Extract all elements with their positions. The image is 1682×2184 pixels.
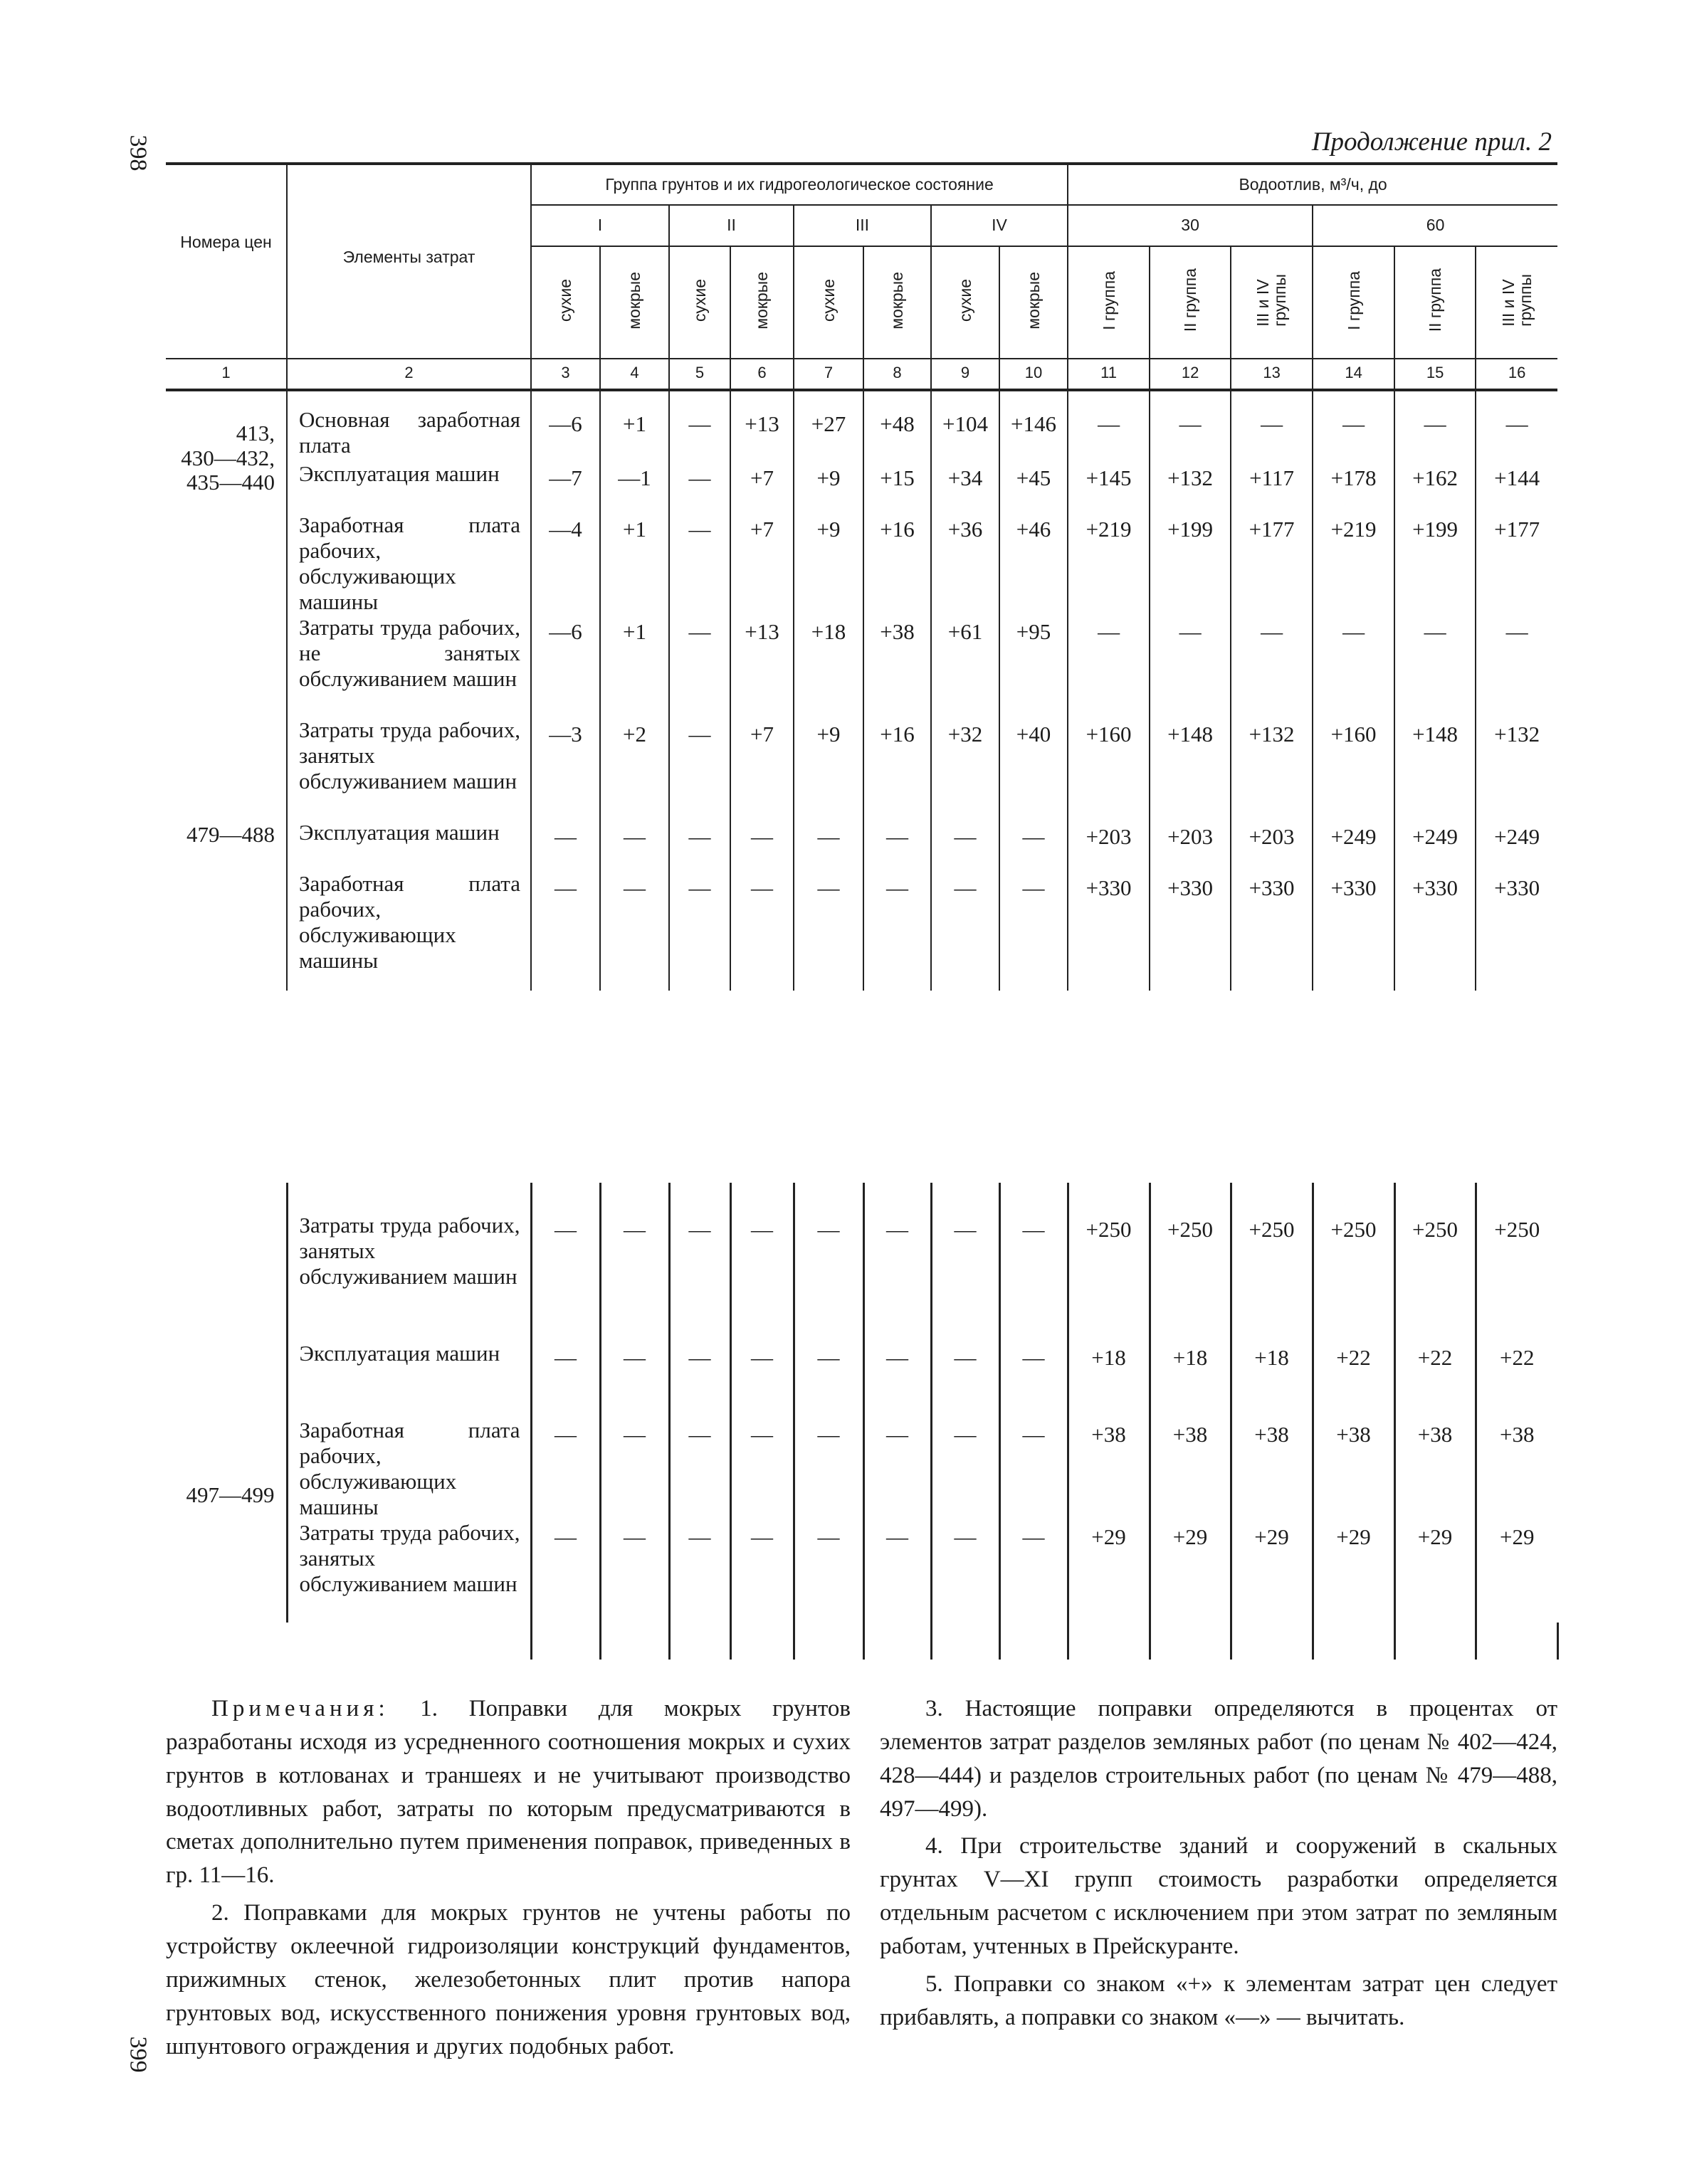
value-cell: —: [669, 1520, 730, 1623]
lower-top-spacer: [166, 1183, 1557, 1213]
spacer-cell: [669, 390, 730, 407]
value-cell: —: [1068, 615, 1150, 717]
value-cell: —: [863, 1418, 931, 1520]
value-cell: —: [1231, 615, 1313, 717]
spacer-cell: [794, 1183, 863, 1213]
value-cell: —: [794, 1213, 863, 1341]
value-cell: +38: [863, 615, 931, 717]
value-cell: —: [1476, 407, 1557, 461]
spacer-cell: [863, 390, 931, 407]
value-cell: —: [1150, 615, 1231, 717]
column-number: 13: [1231, 359, 1313, 390]
cost-element: Основная заработная плата: [287, 407, 531, 461]
value-cell: —: [999, 871, 1068, 991]
spacer-cell: [531, 1183, 600, 1213]
cost-element: Затраты труда рабочих, занятых обслуживанием машин: [287, 717, 531, 820]
spacer-cell: [1068, 1183, 1150, 1213]
value-cell: +1: [600, 615, 669, 717]
spacer-cell: [863, 1183, 931, 1213]
spacer-cell: [999, 1183, 1068, 1213]
table-row: [166, 615, 1557, 717]
value-cell: +15: [863, 461, 931, 512]
price-numbers-empty: [166, 615, 287, 717]
column-number: 10: [999, 359, 1068, 390]
value-cell: —: [999, 1213, 1068, 1341]
value-cell: —: [600, 1341, 669, 1418]
column-number: 2: [287, 359, 531, 390]
header-soil-group-3: III: [794, 205, 931, 246]
value-cell: —: [931, 1213, 999, 1341]
value-cell: —: [863, 871, 931, 991]
value-cell: —: [1313, 615, 1394, 717]
value-cell: —: [1068, 407, 1150, 461]
header-state-wet: мокрые: [600, 246, 669, 359]
table-row: [166, 1213, 1557, 1341]
value-cell: +7: [730, 461, 794, 512]
value-cell: +22: [1313, 1341, 1394, 1418]
value-cell: +199: [1394, 512, 1476, 615]
header-spacer: [166, 390, 1557, 407]
value-cell: —: [863, 1213, 931, 1341]
header-state-wet: мокрые: [730, 246, 794, 359]
value-cell: +250: [1150, 1213, 1231, 1341]
note-4: 4. При строительстве зданий и сооружений в скальных грунтах V—XI групп стоимость разработки определяется отдельным расчетом с исключением при этом затрат по земляным работам, учтенных в Прейскуранте.: [880, 1833, 1557, 1960]
value-cell: +29: [1394, 1520, 1476, 1623]
value-cell: —3: [531, 717, 600, 820]
value-cell: —: [600, 871, 669, 991]
spacer-cell: [999, 1623, 1068, 1660]
spacer-cell: [166, 390, 287, 407]
value-cell: —: [730, 1418, 794, 1520]
value-cell: +1: [600, 407, 669, 461]
value-cell: +13: [730, 615, 794, 717]
value-cell: —: [794, 1341, 863, 1418]
header-soil-group-1: I: [531, 205, 669, 246]
cost-element: Эксплуатация машин: [287, 820, 531, 871]
value-cell: —: [669, 512, 730, 615]
header-drainage-60: 60: [1313, 205, 1557, 246]
header-col-number: Номера цен: [166, 164, 287, 359]
value-cell: —: [1394, 407, 1476, 461]
spacer-cell: [531, 1623, 600, 1660]
value-cell: —: [794, 1520, 863, 1623]
value-cell: +22: [1394, 1341, 1476, 1418]
header-col-elements: Элементы затрат: [287, 164, 531, 359]
value-cell: +160: [1313, 717, 1394, 820]
value-cell: +32: [931, 717, 999, 820]
value-cell: +48: [863, 407, 931, 461]
value-cell: —: [999, 1418, 1068, 1520]
value-cell: +38: [1476, 1418, 1557, 1520]
header-drain-group: I группа: [1068, 246, 1150, 359]
value-cell: +330: [1068, 871, 1150, 991]
value-cell: +330: [1394, 871, 1476, 991]
continuation-title: Продолжение прил. 2: [1311, 127, 1552, 157]
spacer-cell: [1313, 1623, 1394, 1660]
value-cell: +162: [1394, 461, 1476, 512]
column-number: 15: [1394, 359, 1476, 390]
column-number: 16: [1476, 359, 1557, 390]
value-cell: +203: [1150, 820, 1231, 871]
cost-element: Заработная плата рабочих, обслуживающих машины: [287, 512, 531, 615]
spacer-cell: [1150, 1623, 1231, 1660]
value-cell: +249: [1313, 820, 1394, 871]
value-cell: +29: [1231, 1520, 1313, 1623]
value-cell: +330: [1231, 871, 1313, 991]
value-cell: +132: [1150, 461, 1231, 512]
value-cell: +219: [1313, 512, 1394, 615]
spacer-cell: [1231, 1623, 1313, 1660]
spacer-cell: [669, 1623, 730, 1660]
value-cell: +250: [1313, 1213, 1394, 1341]
value-cell: —4: [531, 512, 600, 615]
value-cell: +22: [1476, 1341, 1557, 1418]
table-row: [166, 1341, 1557, 1418]
value-cell: +132: [1476, 717, 1557, 820]
table-row: [166, 512, 1557, 615]
page-number-top: 398: [125, 134, 152, 172]
value-cell: —6: [531, 615, 600, 717]
spacer-cell: [1313, 390, 1394, 407]
value-cell: —: [931, 1520, 999, 1623]
column-number: 6: [730, 359, 794, 390]
header-soil-group: Группа грунтов и их гидрогеологическое состояние: [531, 164, 1068, 205]
value-cell: +18: [1231, 1341, 1313, 1418]
price-numbers: 497—499: [186, 1482, 275, 1507]
header-drain-group: II группа: [1394, 246, 1476, 359]
spacer-cell: [863, 1623, 931, 1660]
cost-element: Затраты труда рабочих, занятых обслуживанием машин: [287, 1520, 531, 1623]
value-cell: —: [600, 820, 669, 871]
value-cell: +330: [1150, 871, 1231, 991]
spacer-cell: [999, 390, 1068, 407]
corrections-table-continuation: [166, 1183, 1557, 1660]
value-cell: —: [931, 820, 999, 871]
value-cell: +148: [1150, 717, 1231, 820]
value-cell: +199: [1150, 512, 1231, 615]
spacer-cell: [931, 1183, 999, 1213]
table-row: [166, 820, 1557, 871]
spacer-cell: [1394, 390, 1476, 407]
value-cell: +13: [730, 407, 794, 461]
value-cell: —: [999, 1341, 1068, 1418]
value-cell: —: [669, 1418, 730, 1520]
spacer-cell: [1476, 1623, 1557, 1660]
value-cell: —: [669, 820, 730, 871]
lower-table-body: [166, 1183, 1557, 1660]
spacer-cell: [1476, 390, 1557, 407]
value-cell: —: [669, 615, 730, 717]
spacer-cell: [287, 390, 531, 407]
value-cell: +330: [1476, 871, 1557, 991]
value-cell: +9: [794, 461, 863, 512]
value-cell: +9: [794, 512, 863, 615]
value-cell: +9: [794, 717, 863, 820]
cost-element: Заработная плата рабочих, обслуживающих машины: [287, 871, 531, 991]
spacer-cell: [1231, 390, 1313, 407]
note-1: Примечания: 1. Поправки для мокрых грунтов разработаны исходя из усредненного соотношения мокрых и сухих грунтов в котлованах и траншеях и не учитывают производство водоотливных работ, затраты по которым предусматриваются в сметах дополнительно путем применения поправок, приведенных в гр. 11—16.: [166, 1696, 851, 1889]
note-2: 2. Поправками для мокрых грунтов не учтены работы по устройству оклеечной гидроизоляции конструкций фундаментов, прижимных стенок, железобетонных плит против напора грунтовых вод, искусственного понижения уровня грунтовых вод, шпунтового ограждения и других подобных работ.: [166, 1900, 851, 2059]
value-cell: —6: [531, 407, 600, 461]
note-5: 5. Поправки со знаком «+» к элементам затрат цен следует прибавлять, а поправки со знаком «—» — вычитать.: [880, 1971, 1557, 2030]
table-row: [166, 717, 1557, 820]
value-cell: —: [531, 1418, 600, 1520]
value-cell: —: [730, 1341, 794, 1418]
header-drain-group: III и IV группы: [1231, 246, 1313, 359]
value-cell: —: [863, 820, 931, 871]
value-cell: +177: [1231, 512, 1313, 615]
value-cell: +132: [1231, 717, 1313, 820]
column-number: 9: [931, 359, 999, 390]
note-3: 3. Настоящие поправки определяются в процентах от элементов затрат разделов земляных работ (по ценам № 402—424, 428—444) и разделов строительных работ (по ценам № 479—488, 497—499).: [880, 1696, 1557, 1822]
spacer-cell: [1394, 1183, 1476, 1213]
spacer-cell: [669, 1183, 730, 1213]
value-cell: +249: [1476, 820, 1557, 871]
header-state-dry: сухие: [794, 246, 863, 359]
price-numbers: 479—488: [186, 821, 275, 847]
value-cell: —: [999, 820, 1068, 871]
value-cell: —: [531, 1520, 600, 1623]
value-cell: +18: [794, 615, 863, 717]
column-number: 4: [600, 359, 669, 390]
main-table-body: [166, 407, 1557, 991]
cost-element: Эксплуатация машин: [287, 461, 531, 512]
value-cell: +40: [999, 717, 1068, 820]
value-cell: +160: [1068, 717, 1150, 820]
column-number: 1: [166, 359, 287, 390]
value-cell: —: [531, 871, 600, 991]
spacer-cell: [287, 1183, 531, 1213]
value-cell: +7: [730, 512, 794, 615]
column-number: 3: [531, 359, 600, 390]
spacer-cell: [600, 1623, 669, 1660]
value-cell: —: [600, 1213, 669, 1341]
value-cell: —: [794, 1418, 863, 1520]
cost-element: Затраты труда рабочих, не занятых обслуживанием машин: [287, 615, 531, 717]
value-cell: +38: [1068, 1418, 1150, 1520]
spacer-cell: [531, 390, 600, 407]
corrections-table: [166, 162, 1557, 991]
value-cell: +250: [1231, 1213, 1313, 1341]
value-cell: —: [600, 1418, 669, 1520]
spacer-cell: [931, 390, 999, 407]
header-drainage-30: 30: [1068, 205, 1313, 246]
value-cell: —: [931, 1418, 999, 1520]
value-cell: +46: [999, 512, 1068, 615]
header-state-dry: сухие: [669, 246, 730, 359]
spacer-cell: [1476, 1183, 1557, 1213]
value-cell: +144: [1476, 461, 1557, 512]
header-drainage: Водоотлив, м³/ч, до: [1068, 164, 1557, 205]
value-cell: —: [730, 871, 794, 991]
value-cell: —: [669, 1213, 730, 1341]
value-cell: —: [669, 1341, 730, 1418]
value-cell: +177: [1476, 512, 1557, 615]
value-cell: +148: [1394, 717, 1476, 820]
value-cell: +29: [1150, 1520, 1231, 1623]
value-cell: —: [531, 1341, 600, 1418]
value-cell: +38: [1231, 1418, 1313, 1520]
value-cell: +29: [1476, 1520, 1557, 1623]
header-state-dry: сухие: [931, 246, 999, 359]
value-cell: +117: [1231, 461, 1313, 512]
value-cell: +1: [600, 512, 669, 615]
spacer-cell: [1068, 1623, 1150, 1660]
header-state-dry: сухие: [531, 246, 600, 359]
value-cell: +36: [931, 512, 999, 615]
value-cell: —: [1394, 615, 1476, 717]
value-cell: —: [931, 1341, 999, 1418]
spacer-cell: [794, 1623, 863, 1660]
value-cell: +38: [1394, 1418, 1476, 1520]
value-cell: +250: [1068, 1213, 1150, 1341]
price-numbers-empty: [166, 1213, 287, 1341]
column-number: 8: [863, 359, 931, 390]
value-cell: +29: [1313, 1520, 1394, 1623]
value-cell: —: [999, 1520, 1068, 1623]
page-number-bottom: 399: [125, 2036, 152, 2073]
value-cell: +38: [1150, 1418, 1231, 1520]
spacer-cell: [1394, 1623, 1476, 1660]
value-cell: —: [669, 407, 730, 461]
value-cell: —: [669, 461, 730, 512]
value-cell: —: [531, 1213, 600, 1341]
cost-element: Заработная плата рабочих, обслуживающих машины: [287, 1418, 531, 1520]
value-cell: +38: [1313, 1418, 1394, 1520]
value-cell: +29: [1068, 1520, 1150, 1623]
spacer-cell: [730, 1623, 794, 1660]
header-drain-group: I группа: [1313, 246, 1394, 359]
spacer-cell: [1313, 1183, 1394, 1213]
column-number: 12: [1150, 359, 1231, 390]
value-cell: —: [600, 1520, 669, 1623]
header-state-wet: мокрые: [863, 246, 931, 359]
price-numbers-empty: [166, 717, 287, 820]
value-cell: +250: [1476, 1213, 1557, 1341]
column-number: 14: [1313, 359, 1394, 390]
value-cell: +178: [1313, 461, 1394, 512]
value-cell: —: [1150, 407, 1231, 461]
value-cell: +104: [931, 407, 999, 461]
spacer-cell: [730, 1183, 794, 1213]
cost-element: Затраты труда рабочих, занятых обслуживанием машин: [287, 1213, 531, 1341]
value-cell: +145: [1068, 461, 1150, 512]
value-cell: —: [669, 871, 730, 991]
value-cell: +249: [1394, 820, 1476, 871]
value-cell: —: [863, 1341, 931, 1418]
spacer-cell: [931, 1623, 999, 1660]
table-row: [166, 407, 1557, 461]
cost-element: Эксплуатация машин: [287, 1341, 531, 1418]
value-cell: —: [1313, 407, 1394, 461]
spacer-cell: [600, 1183, 669, 1213]
spacer-cell: [794, 390, 863, 407]
spacer-cell: [287, 1623, 531, 1660]
column-number: 5: [669, 359, 730, 390]
header-drain-group: II группа: [1150, 246, 1231, 359]
price-numbers: 413, 430—432, 435—440: [181, 421, 275, 495]
value-cell: —: [794, 820, 863, 871]
lower-bottom-spacer: [166, 1623, 1557, 1660]
notes-label: Примечания:: [211, 1696, 389, 1721]
value-cell: +18: [1150, 1341, 1231, 1418]
value-cell: +27: [794, 407, 863, 461]
value-cell: —: [1231, 407, 1313, 461]
value-cell: +2: [600, 717, 669, 820]
spacer-cell: [730, 390, 794, 407]
value-cell: +16: [863, 512, 931, 615]
value-cell: —: [730, 1213, 794, 1341]
column-number: 11: [1068, 359, 1150, 390]
value-cell: —1: [600, 461, 669, 512]
value-cell: +95: [999, 615, 1068, 717]
value-cell: —: [794, 871, 863, 991]
header-drain-group: III и IV группы: [1476, 246, 1557, 359]
value-cell: +16: [863, 717, 931, 820]
table-row: [166, 461, 1557, 512]
value-cell: +330: [1313, 871, 1394, 991]
value-cell: +61: [931, 615, 999, 717]
value-cell: —7: [531, 461, 600, 512]
value-cell: +250: [1394, 1213, 1476, 1341]
value-cell: +203: [1231, 820, 1313, 871]
spacer-cell: [1068, 390, 1150, 407]
column-number: 7: [794, 359, 863, 390]
header-state-wet: мокрые: [999, 246, 1068, 359]
notes-left-column: [166, 1692, 851, 2067]
notes-right-column: [880, 1692, 1557, 2039]
value-cell: —: [531, 820, 600, 871]
value-cell: —: [1476, 615, 1557, 717]
spacer-cell: [1231, 1183, 1313, 1213]
value-cell: —: [863, 1520, 931, 1623]
table-row: [166, 1520, 1557, 1623]
spacer-cell: [1150, 1183, 1231, 1213]
value-cell: —: [669, 717, 730, 820]
spacer-cell: [166, 1183, 287, 1213]
table-row: [166, 1418, 1557, 1520]
value-cell: —: [730, 820, 794, 871]
table-row: [166, 871, 1557, 991]
value-cell: +146: [999, 407, 1068, 461]
spacer-cell: [1150, 390, 1231, 407]
value-cell: —: [931, 871, 999, 991]
value-cell: +45: [999, 461, 1068, 512]
value-cell: +34: [931, 461, 999, 512]
value-cell: +203: [1068, 820, 1150, 871]
column-number-row: [166, 359, 1557, 390]
value-cell: +18: [1068, 1341, 1150, 1418]
header-soil-group-4: IV: [931, 205, 1068, 246]
value-cell: +219: [1068, 512, 1150, 615]
spacer-cell: [600, 390, 669, 407]
header-soil-group-2: II: [669, 205, 794, 246]
value-cell: +7: [730, 717, 794, 820]
value-cell: —: [730, 1520, 794, 1623]
